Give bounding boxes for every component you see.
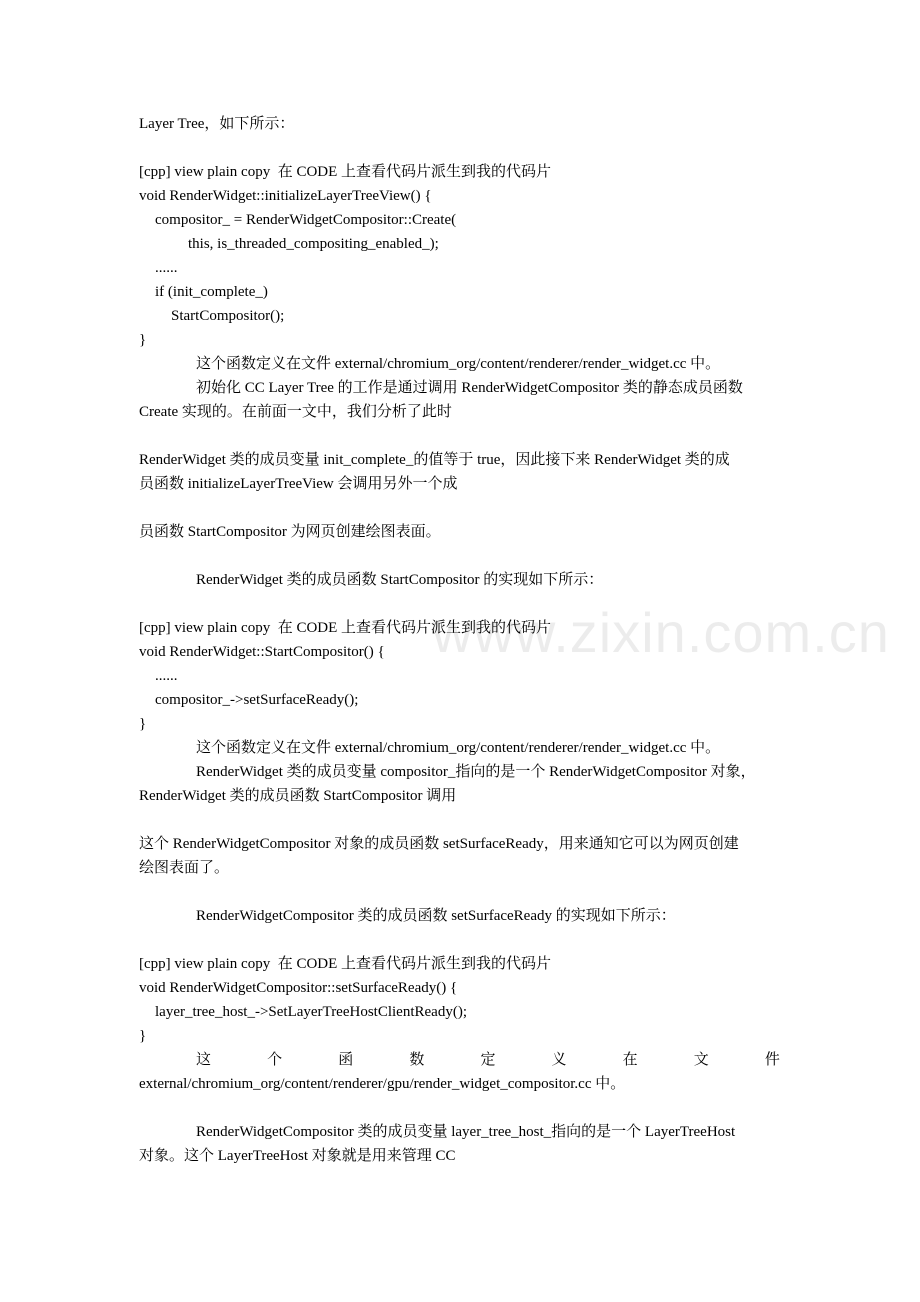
code-line: } xyxy=(139,332,147,348)
text-line: 绘图表面了。 xyxy=(139,860,230,876)
text-line: RenderWidget 类的成员函数 StartCompositor 的实现如下所示： xyxy=(196,572,604,588)
code-header: [cpp] view plain copy 在 CODE 上查看代码片派生到我的代码片 xyxy=(139,956,552,972)
justified-char: 在 xyxy=(622,1052,638,1068)
text-line: RenderWidget 类的成员变量 compositor_指向的是一个 RenderWidgetCompositor 对象， xyxy=(196,764,756,780)
justified-char: 义 xyxy=(551,1052,567,1068)
text-line: RenderWidgetCompositor 类的成员函数 setSurfaceReady 的实现如下所示： xyxy=(196,908,676,924)
code-line: ...... xyxy=(155,260,178,276)
text-line: 这个 RenderWidgetCompositor 对象的成员函数 setSurfaceReady，用来通知它可以为网页创建 xyxy=(139,836,739,852)
code-line: if (init_complete_) xyxy=(155,284,268,300)
code-line: this, is_threaded_compositing_enabled_); xyxy=(188,236,439,252)
text-line: Layer Tree，如下所示： xyxy=(139,116,295,132)
code-line: ...... xyxy=(155,668,178,684)
justified-char: 件 xyxy=(764,1052,780,1068)
justified-char: 文 xyxy=(693,1052,709,1068)
code-line: } xyxy=(139,1028,147,1044)
watermark: www.zixin.com.cn xyxy=(432,601,890,664)
justified-char: 函 xyxy=(338,1052,354,1068)
text-line: 这个函数定义在文件 external/chromium_org/content/renderer/render_widget.cc 中。 xyxy=(196,740,721,756)
code-line: compositor_ = RenderWidgetCompositor::Create( xyxy=(155,212,457,228)
text-line: RenderWidget 类的成员变量 init_complete_的值等于 true，因此接下来 RenderWidget 类的成 xyxy=(139,452,730,468)
justified-char: 这 xyxy=(196,1052,212,1068)
justified-char: 个 xyxy=(267,1052,283,1068)
text-line: 员函数 initializeLayerTreeView 会调用另外一个成 xyxy=(139,476,458,492)
code-line: void RenderWidgetCompositor::setSurfaceReady() { xyxy=(139,980,458,996)
text-line: external/chromium_org/content/renderer/gpu/render_widget_compositor.cc 中。 xyxy=(139,1076,626,1092)
code-line: } xyxy=(139,716,147,732)
justified-char: 数 xyxy=(409,1052,425,1068)
code-line: compositor_->setSurfaceReady(); xyxy=(155,692,359,708)
code-line: void RenderWidget::initializeLayerTreeView() { xyxy=(139,188,432,204)
text-line: RenderWidget 类的成员函数 StartCompositor 调用 xyxy=(139,788,457,804)
text-line: 对象。这个 LayerTreeHost 对象就是用来管理 CC xyxy=(139,1148,456,1164)
text-line: 员函数 StartCompositor 为网页创建绘图表面。 xyxy=(139,524,441,540)
justified-text-line xyxy=(196,1051,780,1069)
text-line: 初始化 CC Layer Tree 的工作是通过调用 RenderWidgetCompositor 类的静态成员函数 xyxy=(196,380,743,396)
code-line: void RenderWidget::StartCompositor() { xyxy=(139,644,385,660)
code-header: [cpp] view plain copy 在 CODE 上查看代码片派生到我的代码片 xyxy=(139,620,552,636)
code-line: layer_tree_host_->SetLayerTreeHostClientReady(); xyxy=(155,1004,467,1020)
text-line: RenderWidgetCompositor 类的成员变量 layer_tree_host_指向的是一个 LayerTreeHost xyxy=(196,1124,736,1140)
text-line: 这个函数定义在文件 external/chromium_org/content/renderer/render_widget.cc 中。 xyxy=(196,356,721,372)
text-line: Create 实现的。在前面一文中，我们分析了此时 xyxy=(139,404,452,420)
code-line: StartCompositor(); xyxy=(171,308,285,324)
justified-char: 定 xyxy=(480,1052,496,1068)
code-header: [cpp] view plain copy 在 CODE 上查看代码片派生到我的代码片 xyxy=(139,164,552,180)
